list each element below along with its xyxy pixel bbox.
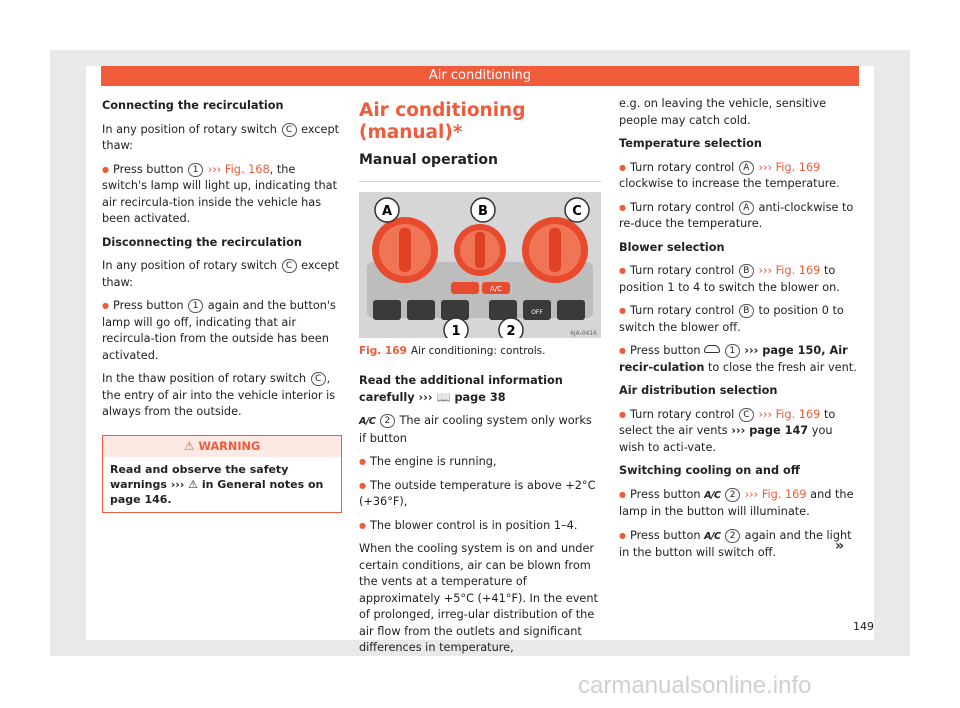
figure-link[interactable]: Fig. 169 <box>775 264 821 277</box>
section-header: Air conditioning <box>101 66 859 86</box>
svg-text:C: C <box>572 203 582 219</box>
continued-marker: » <box>835 538 845 554</box>
svg-text:B: B <box>478 203 488 219</box>
heading-connect-recirculation: Connecting the recirculation <box>102 99 284 112</box>
heading-blower: Blower selection <box>619 240 725 254</box>
bullet-item: ● Turn rotary control B ››› Fig. 169 to position 1 to 4 to switch the blower on. <box>619 263 861 296</box>
bullet-item: ● Press button A/C 2 again and the light in the button will switch off. <box>619 528 861 562</box>
paragraph: e.g. on leaving the vehicle, sensitive people may catch cold. <box>619 97 827 127</box>
figure-ac-controls <box>359 192 601 338</box>
figure-link[interactable]: Fig. 169 <box>761 487 807 501</box>
section-title: Air conditioning (manual)* <box>359 100 526 143</box>
bullet-item: ● Press button 1 again and the button's lamp will go off, indicating that air recircula-tion from the outside has been activated. <box>102 298 342 364</box>
key-badge: 1 <box>725 344 740 358</box>
recirculation-icon <box>704 345 720 353</box>
bullet-item: ● Press button A/C 2 ››› Fig. 169 and the lamp in the button will illuminate. <box>619 487 861 521</box>
heading-disconnect-recirculation: Disconnecting the recirculation <box>102 235 302 249</box>
column-right <box>619 96 861 569</box>
svg-text:A: A <box>381 203 393 219</box>
warning-icon: ⚠ <box>183 438 195 453</box>
heading-temperature: Temperature selection <box>619 137 762 150</box>
bullet-item: ● The engine is running, <box>359 454 601 471</box>
paragraph: In any position of rotary switch C except thaw: <box>102 259 340 289</box>
key-badge: C <box>311 372 326 386</box>
svg-text:OFF: OFF <box>531 308 543 316</box>
figure-link[interactable]: Fig. 169 <box>775 160 821 174</box>
bullet-item: ● Turn rotary control C ››› Fig. 169 to select the air vents ››› page 147 you wish to acti-vate. <box>619 407 861 457</box>
bullet-item: ● Press button 1 ››› Fig. 168, the switch's lamp will light up, indicating that air recircula-tion inside the vehicle has been activated. <box>102 162 342 228</box>
recirculation-button-illustration <box>451 282 479 294</box>
section-subtitle: Manual operation <box>359 152 498 168</box>
knob-a <box>372 217 438 283</box>
bullet-item: ● Turn rotary control A ››› Fig. 169 clockwise to increase the temperature. <box>619 160 861 193</box>
svg-text:1: 1 <box>451 323 461 338</box>
ac-icon: A/C <box>359 416 376 427</box>
key-badge: 1 <box>188 299 203 313</box>
bullet-item: ● Turn rotary control A anti-clockwise to re-duce the temperature. <box>619 200 861 233</box>
column-left <box>102 96 342 513</box>
read-more-note: Read the additional information carefully ››› 📖 page 38 <box>359 374 563 404</box>
paragraph: When the cooling system is on and under certain conditions, air can be blown from the vents at a temperature of approximately +5°C (+41°F). In the event of prolonged, irreg-ular distribution of the air flow from the outlets and significant differences in temperature, <box>359 542 598 654</box>
paragraph: In the thaw position of rotary switch C , the entry of air into the vehicle interior is always from the outside. <box>102 372 336 418</box>
page-link[interactable]: ››› page 147 <box>731 424 809 437</box>
page-link[interactable]: ››› page 150, Air recir-culation <box>619 344 848 374</box>
watermark: carmanualsonline.info <box>578 672 812 699</box>
ac-icon: A/C <box>704 489 721 501</box>
paragraph: In any position of rotary switch C except thaw: <box>102 122 340 152</box>
key-badge: A <box>739 161 754 175</box>
ac-icon: A/C <box>704 530 721 542</box>
key-badge: B <box>739 264 754 278</box>
warning-title: ⚠ WARNING <box>103 436 341 458</box>
bullet-item: ● The blower control is in position 1–4. <box>359 518 601 535</box>
knob-c <box>522 217 588 283</box>
paragraph: A/C 2 The air cooling system only works if button <box>359 414 592 445</box>
key-badge: B <box>739 304 754 318</box>
svg-text:2: 2 <box>506 323 516 338</box>
key-badge: C <box>282 259 297 273</box>
warning-box <box>102 435 342 514</box>
figure-link[interactable]: Fig. 168 <box>224 162 270 176</box>
heading-cooling: Switching cooling on and off <box>619 464 800 477</box>
heading-air-distribution: Air distribution selection <box>619 384 778 397</box>
bullet-item: ● Press button 1 ››› page 150, Air recir-culation to close the fresh air vent. <box>619 343 861 376</box>
ac-panel-illustration <box>359 192 601 338</box>
svg-text:6JA-0416: 6JA-0416 <box>570 329 597 337</box>
bullet-item: ● The outside temperature is above +2°C (+36°F), <box>359 478 601 511</box>
knob-b <box>454 224 506 276</box>
page-number: 149 <box>853 620 874 633</box>
figure-caption: Fig. 169 Air conditioning: controls. <box>359 344 546 357</box>
key-badge: 1 <box>188 163 203 177</box>
warning-body: Read and observe the safety warnings ››› ⚠ in General notes on page 146. <box>110 463 324 506</box>
figure-link[interactable]: Fig. 169 <box>775 407 821 421</box>
column-middle <box>359 96 601 664</box>
key-badge: 2 <box>380 414 395 428</box>
key-badge: 2 <box>725 529 740 543</box>
key-badge: C <box>739 408 754 422</box>
key-badge: C <box>282 123 297 137</box>
bullet-item: ● Turn rotary control B to position 0 to switch the blower off. <box>619 303 861 336</box>
svg-text:A/C: A/C <box>489 284 503 293</box>
key-badge: A <box>739 201 754 215</box>
key-badge: 2 <box>725 488 740 502</box>
divider <box>359 181 601 182</box>
